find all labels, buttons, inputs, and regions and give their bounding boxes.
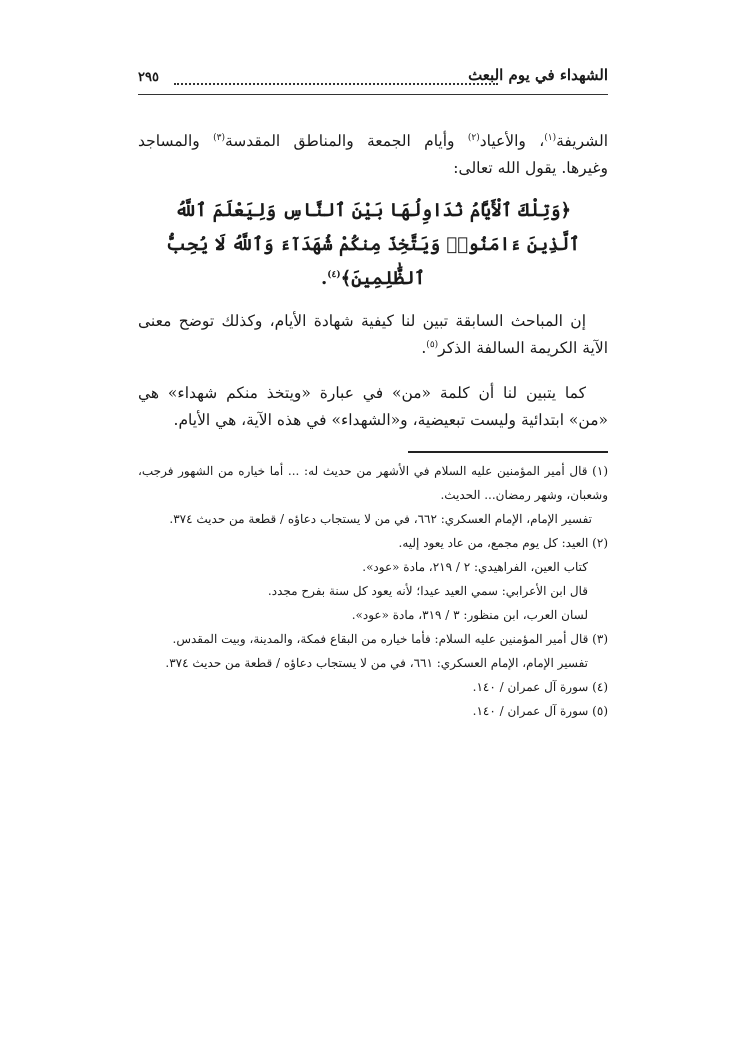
p2-text: إن المباحث السابقة تبين لنا كيفية شهادة الأيام، وكذلك توضح معنى الآية الكريمة السالفة الذكر	[138, 312, 608, 357]
footnote-1: (١) قال أمير المؤمنين عليه السلام في الأشهر من حديث له: ... أما خياره من الشهور فرجب، وشعبان، وشهر رمضان... الحديث.	[138, 464, 608, 502]
header-dot-leader	[174, 83, 498, 85]
footnote-2-source-2: لسان العرب، ابن منظور: ٣ / ٣١٩، مادة «عود».	[351, 608, 588, 622]
footnote-separator	[408, 451, 608, 453]
p3-text: كما يتبين لنا أن كلمة «من» في عبارة «ويتخذ منكم شهداء» هي «من» ابتدائية وليست تبعيضية، و«الشهداء» في هذه الآية، هي الأيام.	[138, 384, 608, 429]
quran-verse	[138, 194, 608, 296]
p1-text-end: والمساجد وغيرها. يقول الله تعالى:	[138, 132, 608, 177]
footnote-ref-4: (٤)	[327, 270, 341, 280]
p1-text-mid-1: ، والأعياد	[479, 132, 545, 150]
p2-period: .	[421, 339, 427, 357]
page-header	[138, 66, 608, 92]
footnote-ref-5: (٥)	[426, 339, 439, 350]
header-rule	[138, 94, 608, 95]
footnote-2-note: قال ابن الأعرابي: سمي العيد عيدا؛ لأنه يعود كل سنة بفرح مجدد.	[267, 584, 588, 598]
footnote-4: (٤) سورة آل عمران / ١٤٠.	[472, 680, 608, 694]
footnote-ref-1: (١)	[544, 132, 557, 143]
footnote-5: (٥) سورة آل عمران / ١٤٠.	[472, 704, 608, 718]
p1-text-start: الشريفة	[556, 132, 608, 150]
paragraph-3	[138, 380, 608, 434]
p1-text-mid-2: وأيام الجمعة والمناطق المقدسة	[224, 132, 468, 150]
footnote-2: (٢) العيد: كل يوم مجمع، من عاد يعود إليه.	[398, 536, 608, 550]
main-text	[138, 128, 608, 434]
paragraph-2	[138, 308, 608, 362]
verse-period: .	[320, 268, 328, 289]
footnote-2-source-1: كتاب العين، الفراهيدي: ٢ / ٢١٩، مادة «عود».	[362, 560, 588, 574]
running-title: الشهداء في يوم البعث	[468, 66, 608, 84]
footnote-3-source: تفسير الإمام، الإمام العسكري: ٦٦١، في من لا يستجاب دعاؤه / قطعة من حديث ٣٧٤.	[165, 656, 588, 670]
paragraph-1	[138, 128, 608, 182]
footnote-ref-3: (٣)	[213, 132, 225, 143]
verse-text: ﴿وَتِلْكَ ٱلْأَيَّامُ نُدَاوِلُهَا بَيْنَ ٱلنَّاسِ وَلِيَعْلَمَ ٱللَّهُ ٱلَّذِينَ ءَامَنُوا۟ وَيَتَّخِذَ مِنكُمْ شُهَدَآءَ وَٱللَّهُ لَا يُحِبُّ ٱلظَّٰلِمِينَ﴾	[166, 200, 580, 289]
page-number: ٢٩٥	[138, 70, 159, 85]
footnote-3: (٣) قال أمير المؤمنين عليه السلام: فأما خياره من البقاع فمكة، والمدينة، وبيت المقدس.	[172, 632, 608, 646]
footnote-ref-2: (٢)	[467, 132, 480, 143]
footnote-1-source: تفسير الإمام، الإمام العسكري: ٦٦٢، في من لا يستجاب دعاؤه / قطعة من حديث ٣٧٤.	[169, 512, 592, 526]
footnotes	[138, 459, 608, 723]
